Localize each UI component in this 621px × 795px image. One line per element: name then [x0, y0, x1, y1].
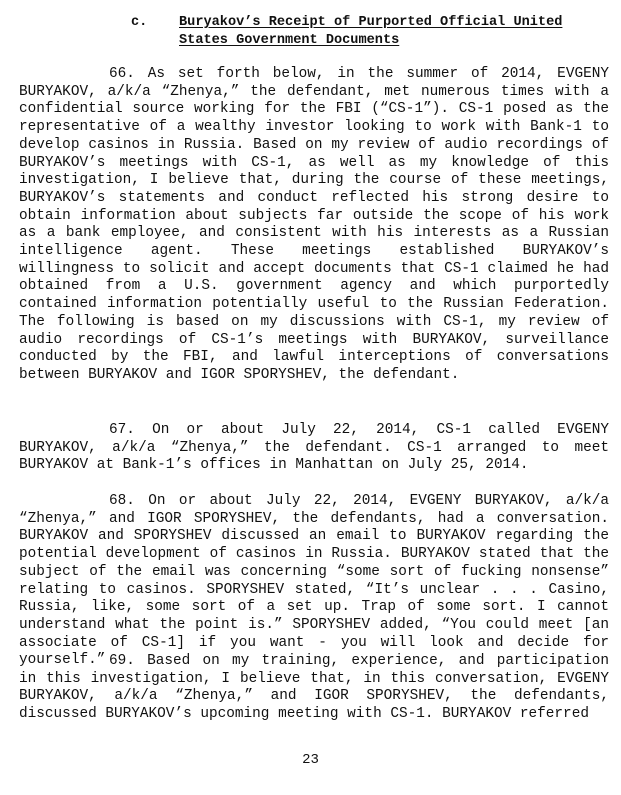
paragraph-67: 67. On or about July 22, 2014, CS-1 called EVGENY BURYAKOV, a/k/a “Zhenya,” the defendant. CS-1 arranged to meet BURYAKOV at Bank-1’s offices in Manhattan on July 25, 2014. — [19, 422, 609, 474]
section-letter: c. — [131, 15, 148, 30]
section-title: Buryakov’s Receipt of Purported Official United States Government Documents — [179, 15, 563, 48]
page-number: 23 — [302, 752, 319, 768]
paragraph-66: 66. As set forth below, in the summer of 2014, EVGENY BURYAKOV, a/k/a “Zhenya,” the defendant, met numerous times with a confidential source working for the FBI (“CS-1”). CS-1 posed as the representative of a wealthy investor looking to work with Bank-1 to develop casinos in Russia. Based on my review of audio recordings of BURYAKOV’s meetings with CS-1, as well as my knowledge of this investigation, I believe that, during the course of these meetings, BURYAKOV’s statements and conduct reflected his strong desire to obtain information about subjects far outside the scope of his work as a bank employee, and consistent with his interests as a Russian intelligence agent. These meetings established BURYAKOV’s willingness to solicit and accept documents that CS-1 claimed he had obtained from a U.S. government agency and which purportedly contained information potentially useful to the Russian Federation. The following is based on my discussions with CS-1, my review of audio recordings of CS-1’s meetings with BURYAKOV, surveillance conducted by the FBI, and lawful interceptions of conversations between BURYAKOV and IGOR SPORYSHEV, the defendant. — [19, 66, 609, 383]
paragraph-69: 69. Based on my training, experience, and participation in this investigation, I believe that, in this conversation, EVGENY BURYAKOV, a/k/a “Zhenya,” and IGOR SPORYSHEV, the defendants, discussed BURYAKOV’s upcoming meeting with CS-1. BURYAKOV referred — [19, 653, 609, 723]
paragraph-68: 68. On or about July 22, 2014, EVGENY BURYAKOV, a/k/a “Zhenya,” and IGOR SPORYSHEV, the defendants, had a conversation. BURYAKOV and SPORYSHEV discussed an email to BURYAKOV regarding the potential development of casinos in Russia. BURYAKOV stated that the subject of the email was concerning “some sort of fucking nonsense” relating to casinos. SPORYSHEV stated, “It’s unclear . . . Casino, Russia, like, some sort of a set up. Trap of some sort. I cannot understand what the point is.” SPORYSHEV added, “You could meet [an associate of CS-1] if you want - you will look and decide for yourself.” — [19, 493, 609, 669]
